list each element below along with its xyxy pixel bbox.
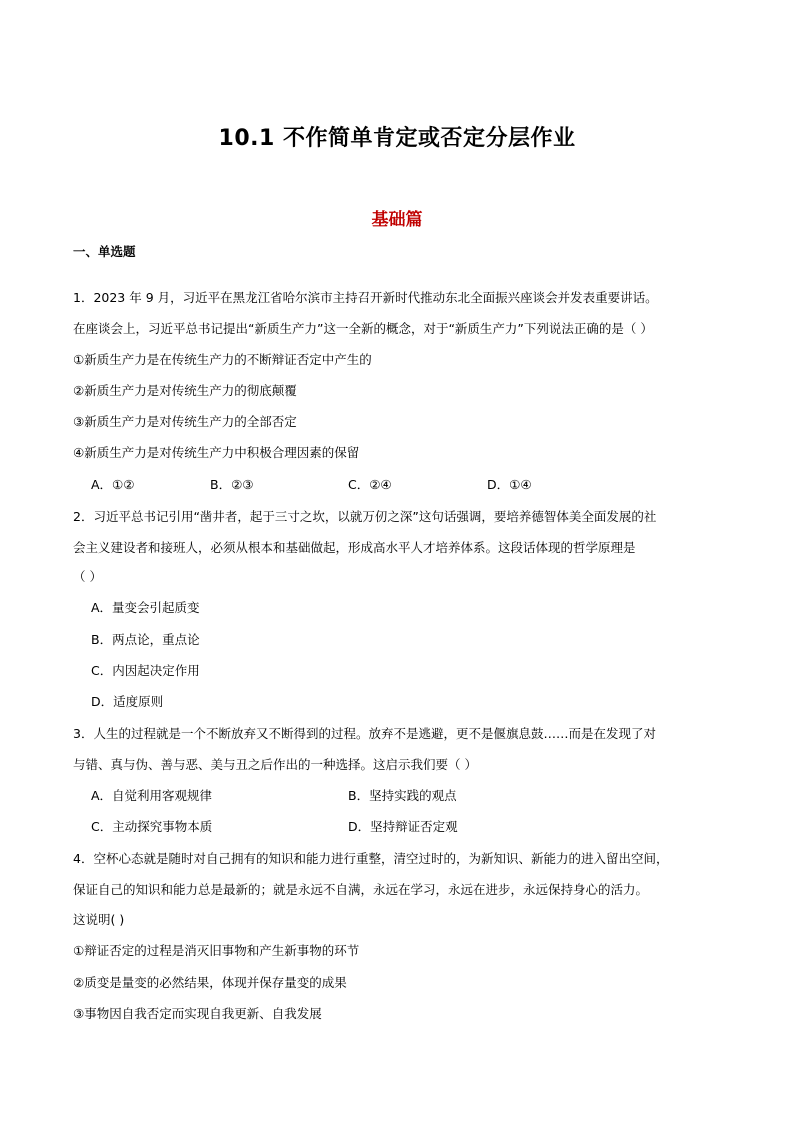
- q1-option-c: C．②④: [348, 477, 392, 492]
- q2-option-c: C．内因起决定作用: [91, 663, 200, 678]
- q3-stem-line1: 3．人生的过程就是一个不断放弃又不断得到的过程。放弃不是逃避，更不是偃旗息鼓……而是在发现了对: [73, 726, 656, 741]
- q2-option-a: A．量变会引起质变: [91, 600, 200, 615]
- q4-item-1: ①辩证否定的过程是消灭旧事物和产生新事物的环节: [73, 943, 360, 958]
- q4-item-2: ②质变是量变的必然结果，体现并保存量变的成果: [73, 975, 347, 990]
- q1-option-b: B．②③: [210, 477, 254, 492]
- q2-option-b: B．两点论，重点论: [91, 632, 200, 647]
- q3-option-c: C．主动探究事物本质: [91, 819, 213, 834]
- q2-stem-line2: 会主义建设者和接班人，必须从根本和基础做起，形成高水平人才培养体系。这段话体现的哲学原理是: [73, 540, 636, 555]
- q2-option-d: D．适度原则: [91, 694, 164, 709]
- q1-item-1: ①新质生产力是在传统生产力的不断辩证否定中产生的: [73, 352, 372, 367]
- q1-option-a: A．①②: [91, 477, 135, 492]
- q1-item-2: ②新质生产力是对传统生产力的彻底颠覆: [73, 383, 297, 398]
- document-title: 10.1 不作简单肯定或否定分层作业: [218, 126, 576, 151]
- q3-option-a: A．自觉利用客观规律: [91, 788, 213, 803]
- q2-stem-line3: （ ）: [73, 569, 102, 584]
- q4-stem-line3: 这说明( ): [73, 912, 125, 927]
- q3-option-b: B．坚持实践的观点: [348, 788, 457, 803]
- section-heading: 基础篇: [371, 210, 423, 230]
- q1-stem-line1: 1．2023 年 9 月，习近平在黑龙江省哈尔滨市主持召开新时代推动东北全面振兴座谈会并发表重要讲话。: [73, 290, 658, 305]
- q1-item-3: ③新质生产力是对传统生产力的全部否定: [73, 414, 297, 429]
- q1-stem-line2: 在座谈会上，习近平总书记提出“新质生产力”这一全新的概念，对于“新质生产力”下列说法正确的是（ ）: [73, 321, 653, 336]
- q2-stem-line1: 2．习近平总书记引用“凿井者，起于三寸之坎，以就万仞之深”这句话强调，要培养德智体美全面发展的社: [73, 509, 657, 524]
- q4-stem-line1: 4．空杯心态就是随时对自己拥有的知识和能力进行重整，清空过时的，为新知识、新能力的进入留出空间，: [73, 851, 669, 866]
- q4-stem-line2: 保证自己的知识和能力总是最新的；就是永远不自满，永远在学习，永远在进步，永远保持身心的活力。: [73, 882, 649, 897]
- q1-item-4: ④新质生产力是对传统生产力中积极合理因素的保留: [73, 445, 360, 460]
- q3-stem-line2: 与错、真与伪、善与恶、美与丑之后作出的一种选择。这启示我们要（ ）: [73, 757, 477, 772]
- question-type-heading: 一、单选题: [73, 244, 136, 259]
- q1-option-d: D．①④: [487, 477, 532, 492]
- q4-item-3: ③事物因自我否定而实现自我更新、自我发展: [73, 1006, 322, 1021]
- q3-option-d: D．坚持辩证否定观: [348, 819, 458, 834]
